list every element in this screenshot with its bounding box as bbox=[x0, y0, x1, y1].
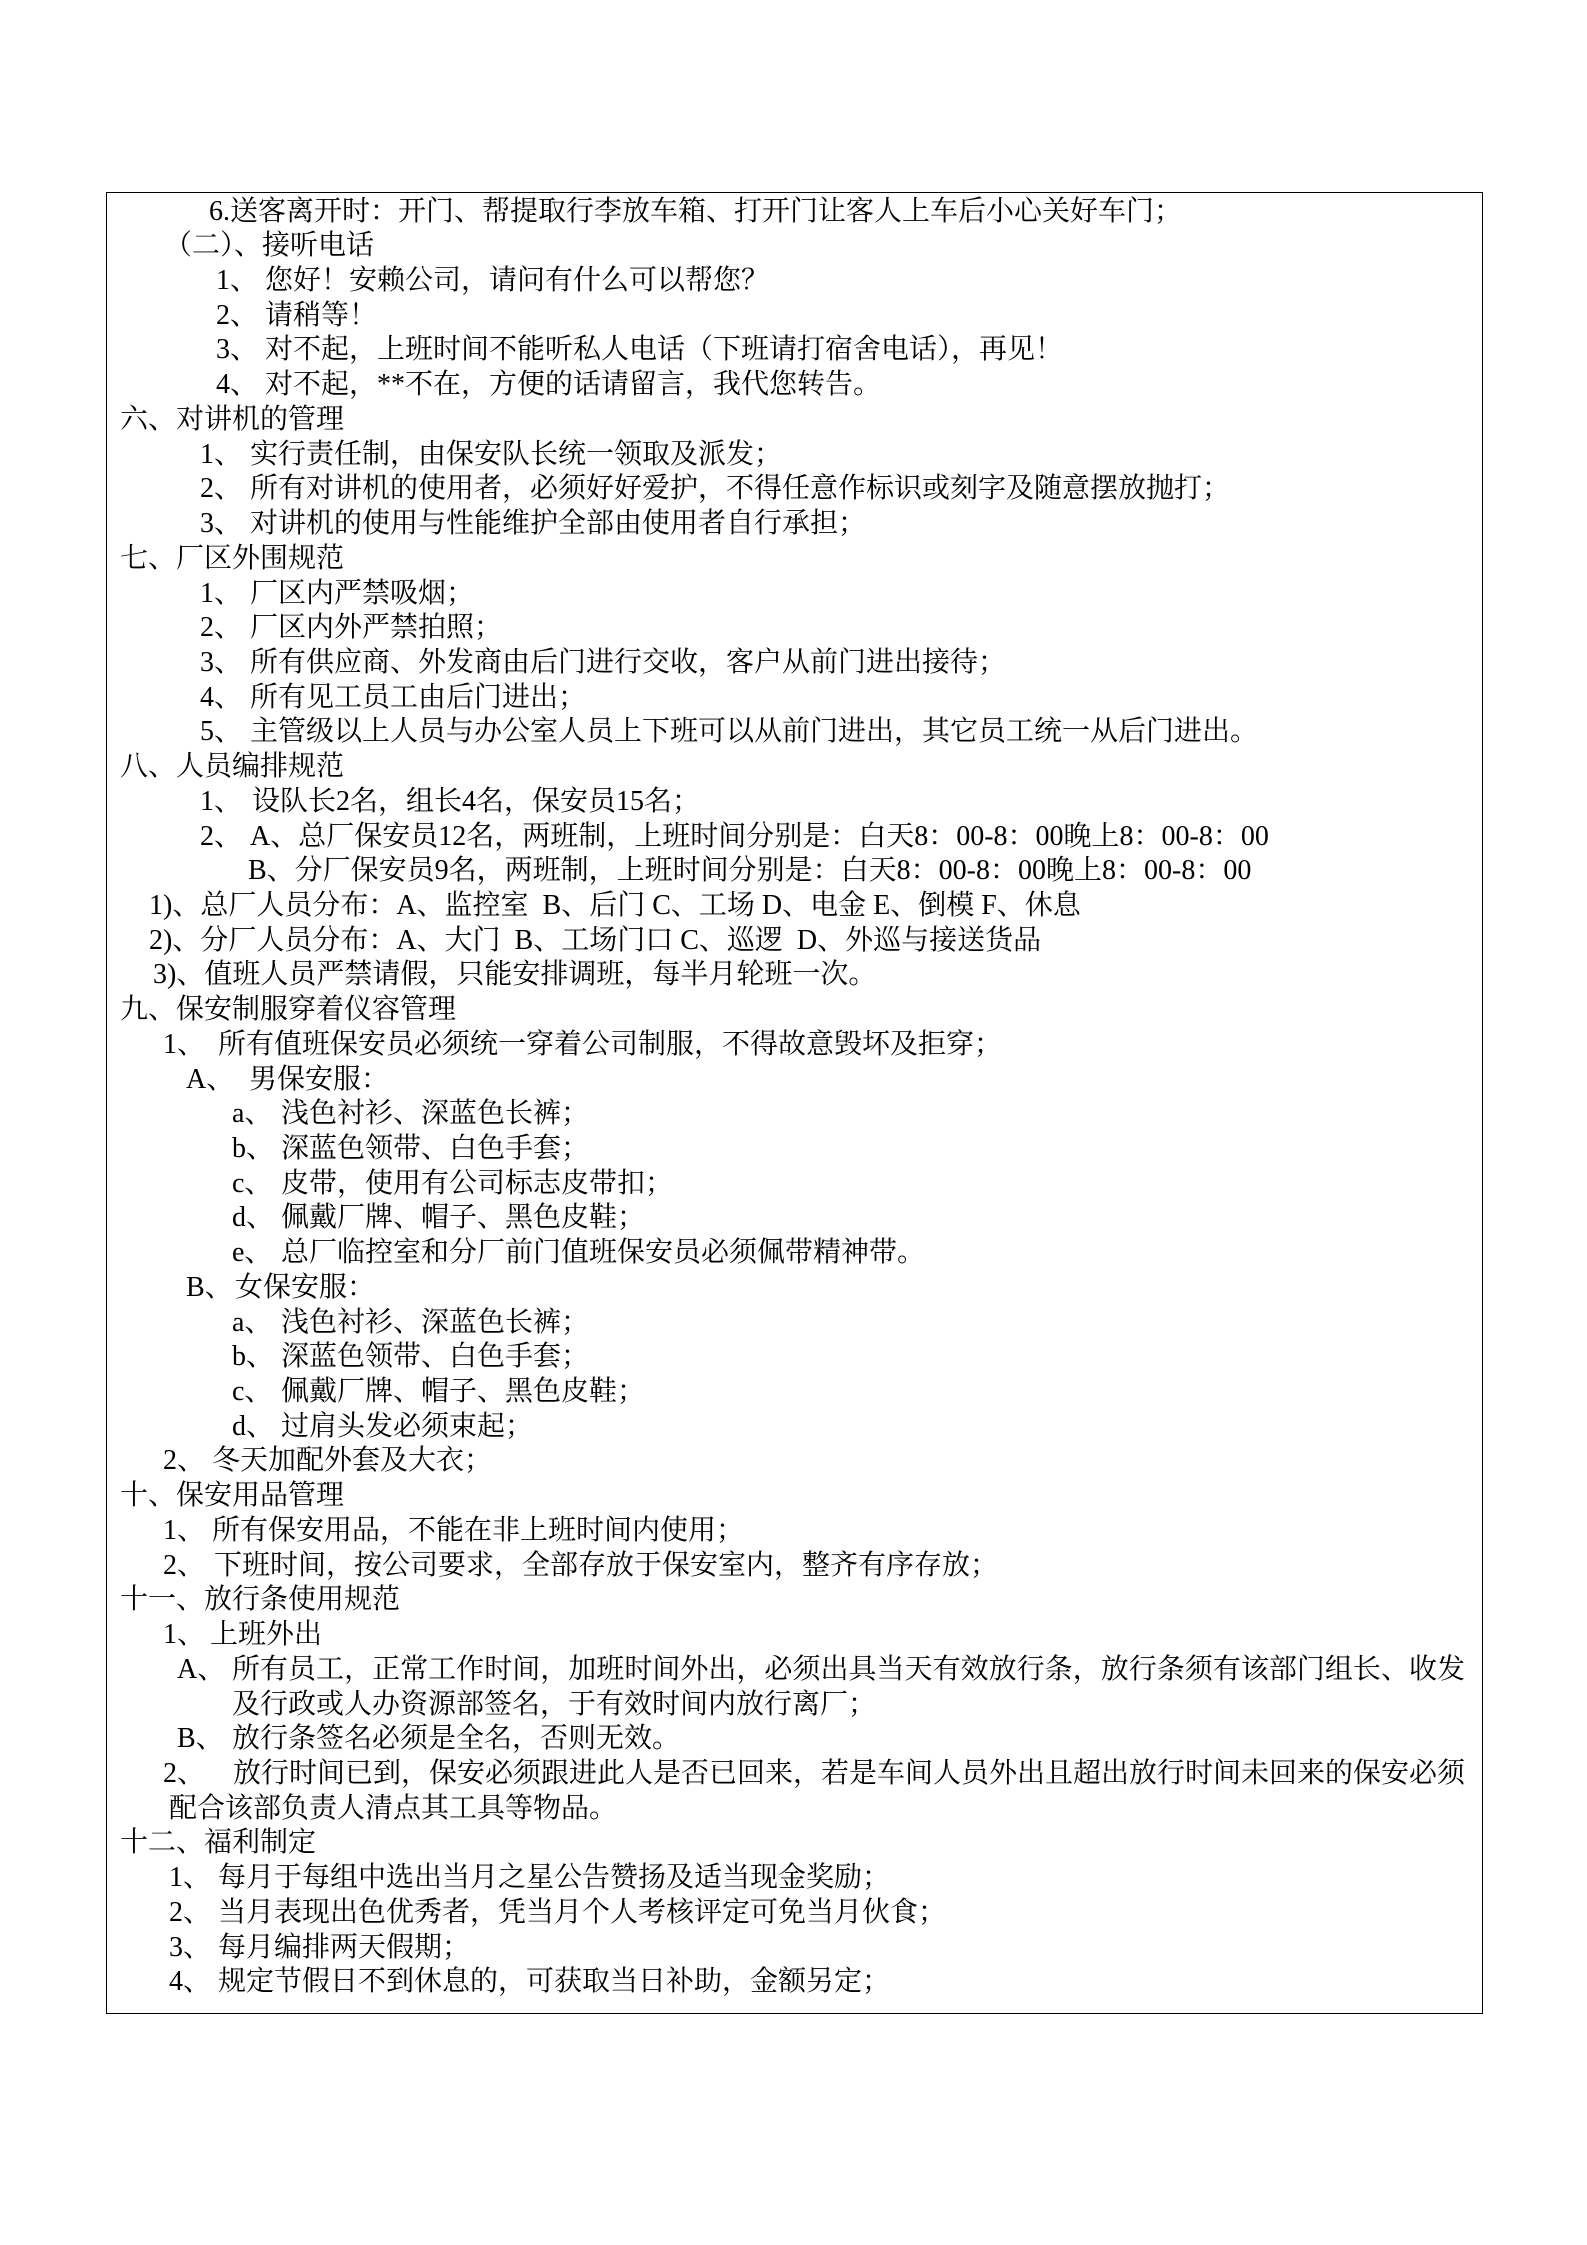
item-marker: 1、 bbox=[200, 438, 243, 470]
item-marker: 3、 bbox=[200, 508, 243, 540]
list-item bbox=[0, 577, 1587, 612]
list-item bbox=[0, 1028, 1587, 1063]
item-marker: 5、 bbox=[200, 716, 243, 748]
item-text: 每月于每组中选出当月之星公告赞扬及适当现金奖励； bbox=[218, 1862, 891, 1894]
item-text: 主管级以上人员与办公室人员上下班可以从前门进出，其它员工统一从后门进出。 bbox=[250, 716, 1259, 748]
item-marker: 1、 bbox=[163, 1619, 206, 1651]
section-title: 十、保安用品管理 bbox=[120, 1480, 345, 1512]
list-item bbox=[0, 472, 1587, 507]
item-text: 对讲机的使用与性能维护全部由使用者自行承担； bbox=[250, 508, 867, 540]
item-text: 所有对讲机的使用者，必须好好爱护，不得任意作标识或刻字及随意摆放抛打； bbox=[250, 473, 1231, 505]
item-marker: 2、 bbox=[163, 1549, 206, 1581]
list-item bbox=[0, 1653, 1587, 1688]
group-heading-female-uniform bbox=[0, 1271, 1587, 1306]
item-marker: 1、 bbox=[169, 1862, 212, 1894]
list-item-continuation bbox=[0, 1688, 1587, 1723]
item-text: 所有保安用品，不能在非上班时间内使用； bbox=[212, 1514, 745, 1546]
section-title: 七、厂区外围规范 bbox=[120, 542, 345, 574]
item-marker: a、 bbox=[232, 1098, 273, 1130]
item-marker: 1、 bbox=[163, 1514, 206, 1546]
item-marker: 2、 bbox=[169, 1896, 212, 1928]
section-title: 八、人员编排规范 bbox=[120, 751, 345, 783]
item-text: 每月编排两天假期； bbox=[218, 1931, 471, 1963]
item-text: 所有员工，正常工作时间，加班时间外出，必须出具当天有效放行条，放行条须有该部门组长、收发 bbox=[232, 1653, 1465, 1685]
item-marker: 1、 bbox=[163, 1028, 206, 1060]
item-marker: 2、 bbox=[163, 1757, 206, 1789]
item-marker: e、 bbox=[232, 1237, 273, 1269]
item-text: 总厂临控室和分厂前门值班保安员必须佩带精神带。 bbox=[281, 1237, 926, 1269]
list-item bbox=[0, 1931, 1587, 1966]
item-text: 1)、总厂人员分布：A、监控室 B、后门 C、工场 D、电金 E、倒模 F、休息 bbox=[149, 889, 1081, 921]
list-item bbox=[0, 333, 1587, 368]
list-item bbox=[0, 611, 1587, 646]
list-item bbox=[0, 1132, 1587, 1167]
section-heading-walkie-talkie bbox=[0, 403, 1587, 438]
group-marker: B、 bbox=[186, 1271, 233, 1303]
item-text: 放行条签名必须是全名，否则无效。 bbox=[232, 1723, 681, 1755]
item-text: 实行责任制，由保安队长统一领取及派发； bbox=[250, 438, 783, 470]
list-item bbox=[0, 368, 1587, 403]
section-heading-exit-pass bbox=[0, 1583, 1587, 1618]
item-text: 当月表现出色优秀者，凭当月个人考核评定可免当月伙食； bbox=[218, 1896, 947, 1928]
list-item bbox=[0, 1618, 1587, 1653]
list-item bbox=[0, 1410, 1587, 1445]
list-item bbox=[0, 1514, 1587, 1549]
list-item-continuation bbox=[0, 1792, 1587, 1827]
item-marker: 3、 bbox=[216, 334, 259, 366]
list-item bbox=[0, 264, 1587, 299]
list-item bbox=[0, 1167, 1587, 1202]
item-text: 佩戴厂牌、帽子、黑色皮鞋； bbox=[281, 1376, 646, 1408]
item-marker: d、 bbox=[232, 1202, 275, 1234]
section-heading-staffing bbox=[0, 750, 1587, 785]
item-marker: 3、 bbox=[200, 646, 243, 678]
section-heading-welfare bbox=[0, 1826, 1587, 1861]
list-item bbox=[0, 1549, 1587, 1584]
group-title: 男保安服： bbox=[249, 1063, 390, 1095]
item-text: 所有值班保安员必须统一穿着公司制服，不得故意毁坏及拒穿； bbox=[218, 1028, 1003, 1060]
item-marker: 3、 bbox=[169, 1931, 212, 1963]
list-item bbox=[0, 1722, 1587, 1757]
list-item bbox=[0, 507, 1587, 542]
item-marker: 4、 bbox=[216, 369, 259, 401]
list-item bbox=[0, 1201, 1587, 1236]
item-text: B、分厂保安员9名，两班制，上班时间分别是：白天8：00-8：00晚上8：00-8：00 bbox=[248, 855, 1252, 887]
section-title: 六、对讲机的管理 bbox=[120, 403, 345, 435]
item-text: 皮带，使用有公司标志皮带扣； bbox=[281, 1167, 674, 1199]
item-text: 厂区内外严禁拍照； bbox=[250, 612, 503, 644]
list-item bbox=[0, 715, 1587, 750]
list-item bbox=[0, 1896, 1587, 1931]
item-marker: 2、 bbox=[200, 612, 243, 644]
section-heading-perimeter bbox=[0, 542, 1587, 577]
list-item bbox=[0, 820, 1587, 855]
item-marker: 2、 bbox=[200, 473, 243, 505]
item-text: 请稍等！ bbox=[265, 299, 378, 331]
item-text: 上班外出 bbox=[210, 1619, 323, 1651]
item-marker: c、 bbox=[232, 1167, 273, 1199]
subsection-title: （二）、接听电话 bbox=[164, 230, 375, 262]
list-item bbox=[0, 681, 1587, 716]
item-marker: 2、 bbox=[216, 299, 259, 331]
item-marker: 2、 bbox=[200, 820, 243, 852]
item-marker: A、 bbox=[177, 1653, 226, 1685]
item-marker: 2、 bbox=[163, 1445, 206, 1477]
item-marker: B、 bbox=[177, 1723, 224, 1755]
item-marker: d、 bbox=[232, 1410, 275, 1442]
item-text: 3)、值班人员严禁请假，只能安排调班，每半月轮班一次。 bbox=[153, 959, 877, 991]
distribution-line bbox=[0, 924, 1587, 959]
section-title: 十二、福利制定 bbox=[120, 1827, 317, 1859]
subsection-heading-phone bbox=[0, 229, 1587, 264]
section-heading-equipment bbox=[0, 1479, 1587, 1514]
item-text: 所有供应商、外发商由后门进行交收，客户从前门进出接待； bbox=[250, 646, 1007, 678]
item-text: 对不起，上班时间不能听私人电话（下班请打宿舍电话），再见！ bbox=[265, 334, 1064, 366]
group-marker: A、 bbox=[186, 1063, 235, 1095]
item-text: 2)、分厂人员分布：A、大门 B、工场门口 C、巡逻 D、外巡与接送货品 bbox=[149, 924, 1042, 956]
section-heading-uniform bbox=[0, 993, 1587, 1028]
item-text: 规定节假日不到休息的，可获取当日补助，金额另定； bbox=[218, 1966, 891, 1998]
item-text: 佩戴厂牌、帽子、黑色皮鞋； bbox=[281, 1202, 646, 1234]
item-text: 放行时间已到，保安必须跟进此人是否已回来，若是车间人员外出且超出放行时间未回来的保安必须 bbox=[233, 1757, 1466, 1789]
item-marker: 4、 bbox=[200, 681, 243, 713]
item-text: 您好！安赖公司，请问有什么可以帮您？ bbox=[265, 265, 770, 297]
section-title: 九、保安制服穿着仪容管理 bbox=[120, 994, 457, 1026]
item-marker: a、 bbox=[232, 1306, 273, 1338]
item-text: 所有见工员工由后门进出； bbox=[250, 681, 587, 713]
list-item-continuation bbox=[0, 854, 1587, 889]
list-item bbox=[0, 438, 1587, 473]
list-item bbox=[0, 195, 1587, 230]
item-marker: c、 bbox=[232, 1376, 273, 1408]
item-text: 及行政或人办资源部签名，于有效时间内放行离厂； bbox=[232, 1688, 877, 1720]
item-text: 深蓝色领带、白色手套； bbox=[281, 1341, 590, 1373]
list-item bbox=[0, 1375, 1587, 1410]
list-item bbox=[0, 1340, 1587, 1375]
item-marker: b、 bbox=[232, 1133, 275, 1164]
item-text: 厂区内严禁吸烟； bbox=[250, 577, 475, 609]
document-body bbox=[0, 195, 1587, 2000]
item-text: 6.送客离开时：开门、帮提取行李放车箱、打开门让客人上车后小心关好车门； bbox=[209, 195, 1183, 227]
item-marker: 1、 bbox=[216, 265, 259, 297]
item-marker: 1、 bbox=[200, 785, 243, 817]
list-item bbox=[0, 1306, 1587, 1341]
list-item bbox=[0, 1444, 1587, 1479]
list-item bbox=[0, 1236, 1587, 1271]
section-title: 十一、放行条使用规范 bbox=[120, 1584, 401, 1616]
distribution-line bbox=[0, 889, 1587, 924]
list-item bbox=[0, 299, 1587, 334]
item-marker: b、 bbox=[232, 1341, 275, 1373]
item-text: 冬天加配外套及大衣； bbox=[212, 1445, 493, 1477]
group-title: 女保安服： bbox=[235, 1271, 376, 1303]
list-item bbox=[0, 646, 1587, 681]
item-text: 对不起，**不在，方便的话请留言，我代您转告。 bbox=[265, 369, 882, 401]
item-text: 浅色衬衫、深蓝色长裤； bbox=[281, 1098, 590, 1130]
item-text: 配合该部负责人清点其工具等物品。 bbox=[169, 1792, 618, 1824]
item-text: 下班时间，按公司要求，全部存放于保安室内，整齐有序存放； bbox=[214, 1549, 999, 1581]
item-marker: 4、 bbox=[169, 1966, 212, 1998]
item-text: 深蓝色领带、白色手套； bbox=[281, 1133, 590, 1164]
list-item bbox=[0, 1861, 1587, 1896]
group-heading-male-uniform bbox=[0, 1063, 1587, 1098]
distribution-line bbox=[0, 958, 1587, 993]
item-text: 浅色衬衫、深蓝色长裤； bbox=[281, 1306, 590, 1338]
list-item bbox=[0, 1965, 1587, 2000]
item-text: 过肩头发必须束起； bbox=[281, 1410, 534, 1442]
item-text: A、总厂保安员12名，两班制，上班时间分别是：白天8：00-8：00晚上8：00-8：00 bbox=[250, 820, 1269, 852]
item-text: 设队长2名，组长4名，保安员15名； bbox=[252, 785, 701, 817]
item-marker: 1、 bbox=[200, 577, 243, 609]
list-item bbox=[0, 1097, 1587, 1132]
list-item bbox=[0, 785, 1587, 820]
list-item bbox=[0, 1757, 1587, 1792]
